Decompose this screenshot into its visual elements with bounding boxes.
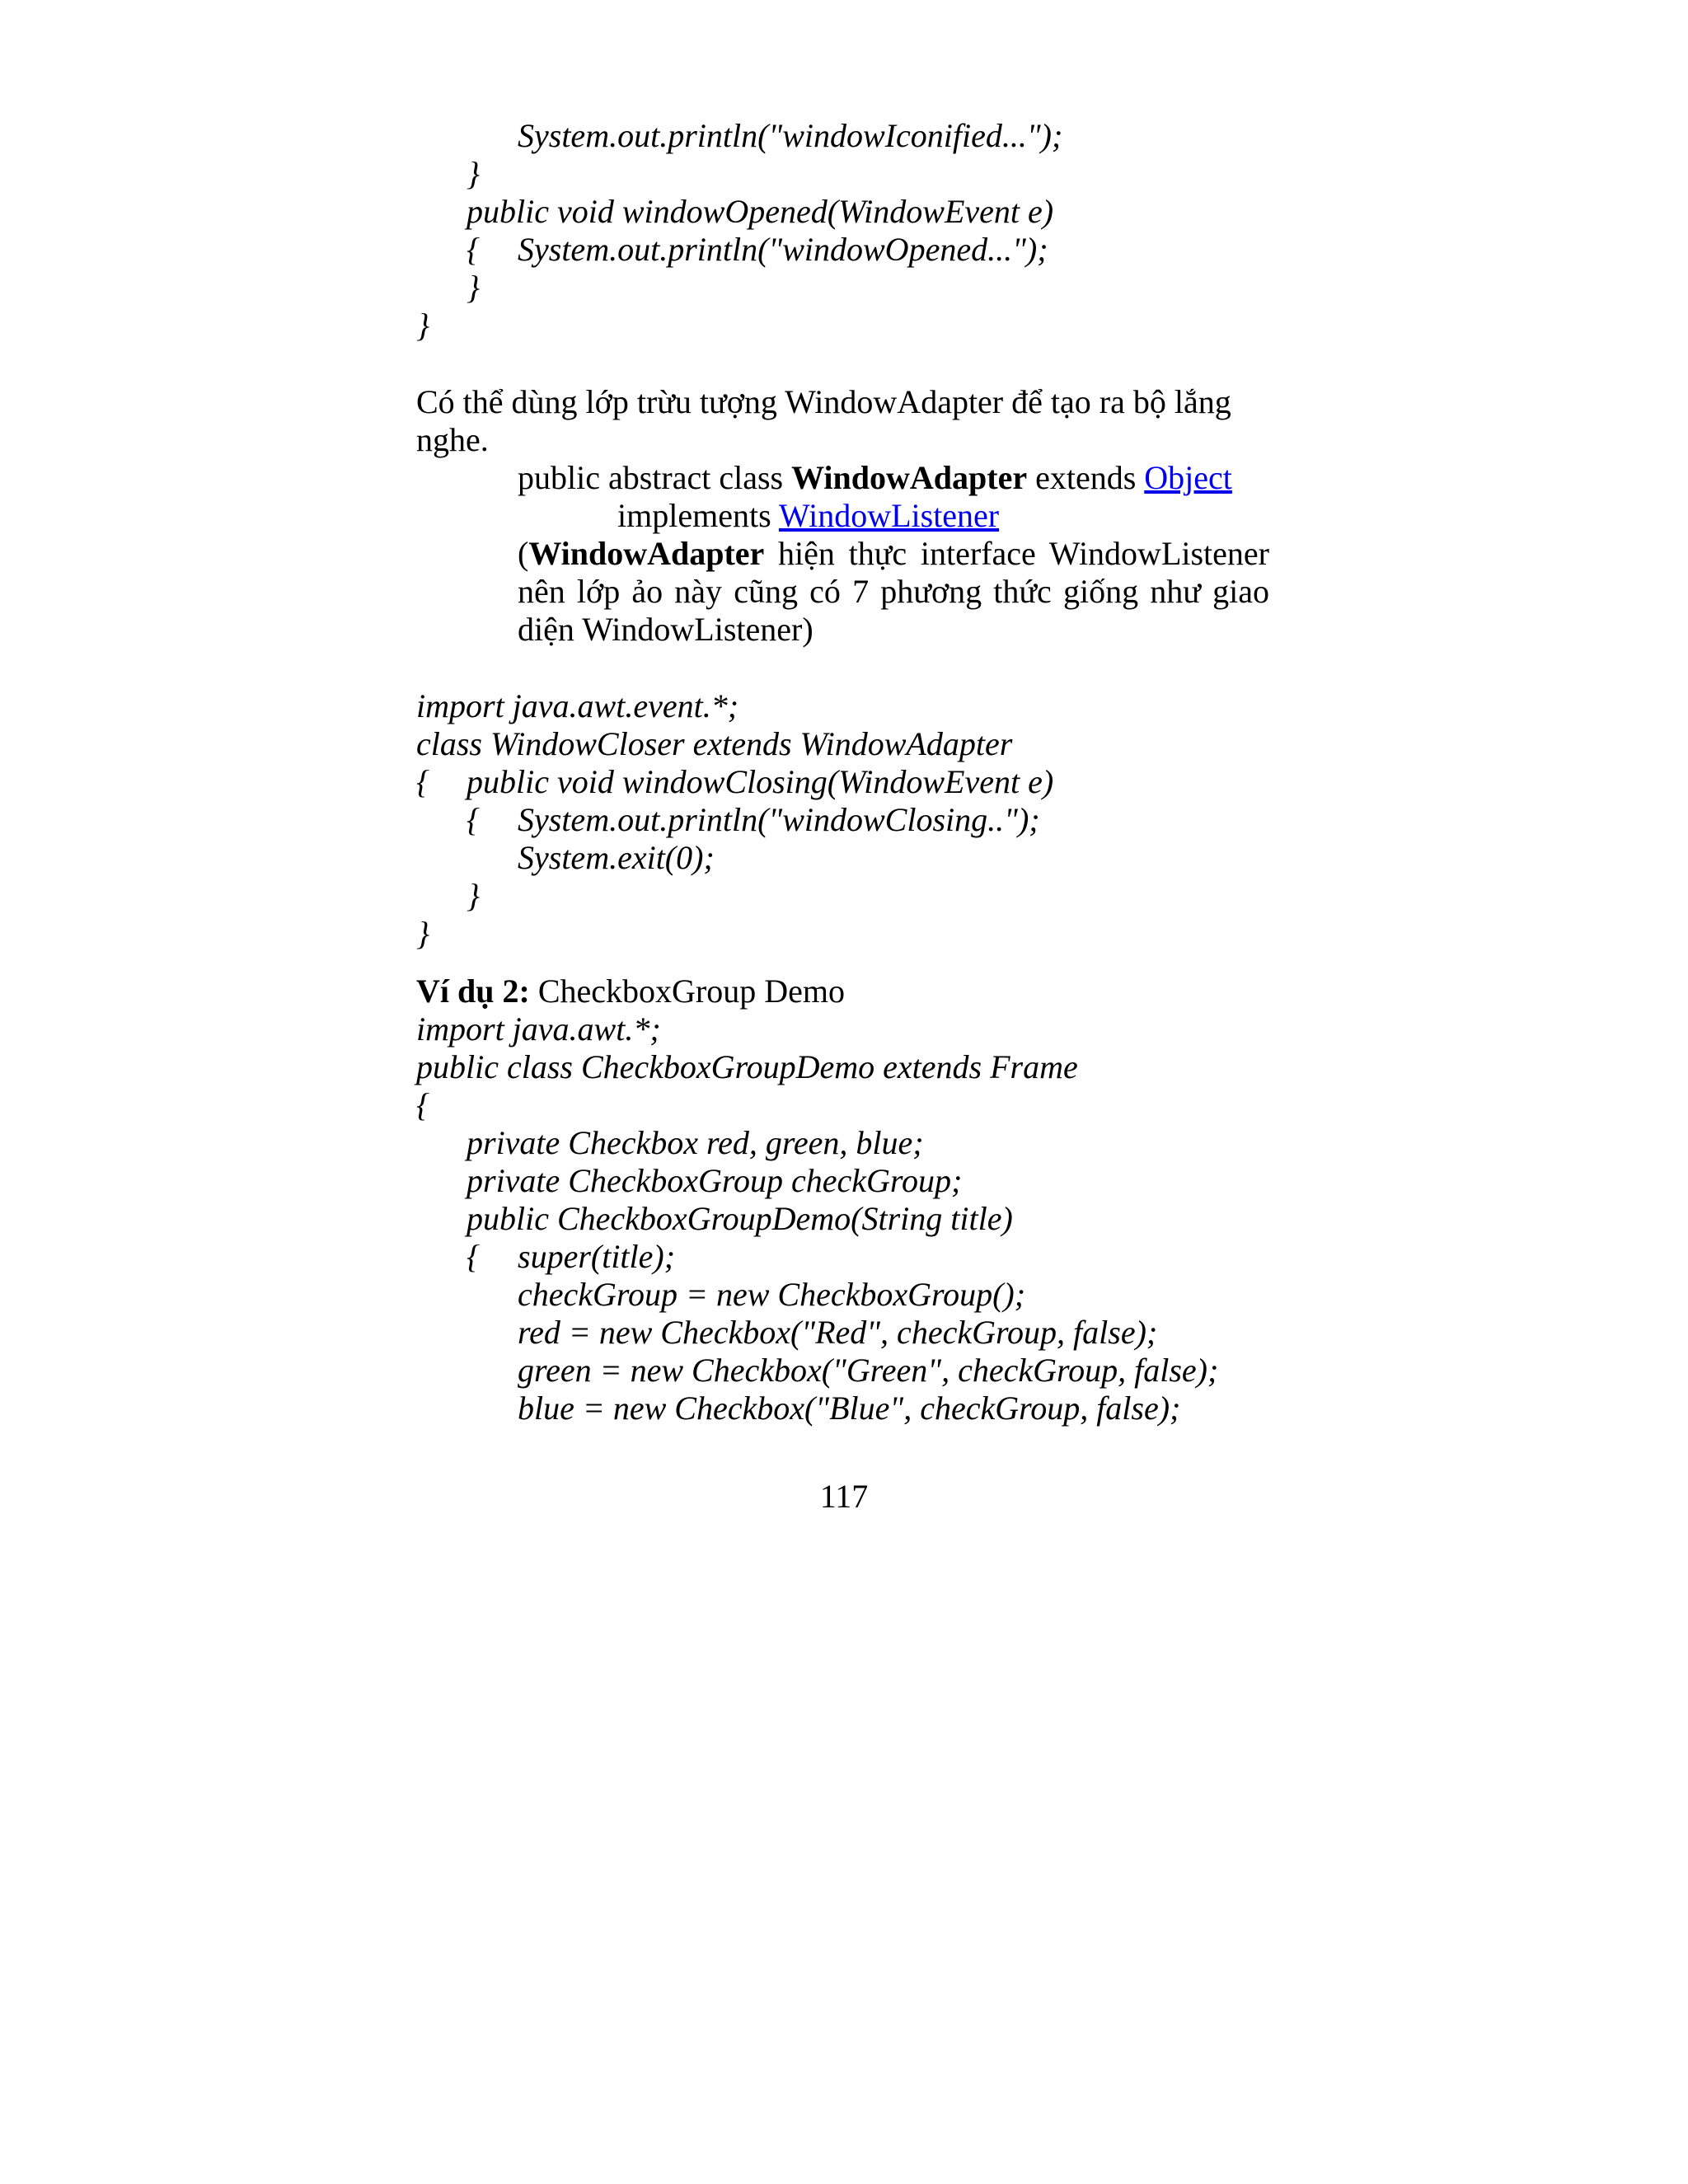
code-line: super(title);	[518, 1238, 676, 1275]
code-line: public void windowOpened(WindowEvent e)	[467, 193, 1054, 230]
class-name: WindowAdapter	[791, 459, 1028, 496]
code-line: }	[467, 155, 480, 192]
example-title: CheckboxGroup Demo	[529, 972, 845, 1010]
code-line: import java.awt.*;	[416, 1010, 661, 1047]
code-line: private Checkbox red, green, blue;	[467, 1124, 924, 1161]
code-line: red = new Checkbox("Red", checkGroup, false);	[518, 1314, 1158, 1351]
code-line: public void windowClosing(WindowEvent e)	[467, 763, 1054, 800]
declaration-prefix: public abstract class	[518, 459, 792, 496]
paragraph-line: Có thể dùng lớp trừu tượng WindowAdapter để tạo ra bộ lắng	[416, 383, 1231, 420]
extends-keyword: extends	[1027, 459, 1145, 496]
code-line: System.out.println("windowIconified...");	[518, 117, 1063, 154]
code-line: blue = new Checkbox("Blue", checkGroup, false);	[518, 1390, 1181, 1427]
code-line: class WindowCloser extends WindowAdapter	[416, 725, 1013, 762]
object-link[interactable]: Object	[1144, 459, 1232, 496]
code-brace: {	[416, 763, 429, 800]
implements-line	[617, 497, 999, 535]
code-brace: {	[467, 1238, 480, 1275]
code-line: {	[416, 1086, 429, 1123]
code-line: public CheckboxGroupDemo(String title)	[467, 1200, 1013, 1237]
implements-keyword: implements	[617, 497, 779, 534]
code-line: import java.awt.event.*;	[416, 687, 739, 724]
windowlistener-link[interactable]: WindowListener	[778, 497, 1000, 534]
code-line: }	[467, 877, 480, 914]
code-line: }	[416, 915, 429, 952]
code-line: System.out.println("windowClosing..");	[518, 801, 1040, 838]
code-line: }	[467, 269, 480, 306]
description-text: hiện thực interface WindowListener nên lớp ảo này cũng có 7 phương thức giống như giao diện WindowListener)	[518, 535, 1269, 648]
code-line: green = new Checkbox("Green", checkGroup, false);	[518, 1352, 1219, 1389]
code-line: private CheckboxGroup checkGroup;	[467, 1162, 963, 1199]
code-line: checkGroup = new CheckboxGroup();	[518, 1276, 1026, 1313]
code-brace: {	[467, 801, 480, 838]
code-line: System.exit(0);	[518, 839, 715, 876]
code-line: }	[416, 307, 429, 344]
adapter-description	[518, 535, 1269, 649]
open-paren: (	[518, 535, 529, 572]
page-number: 117	[819, 1478, 869, 1515]
code-brace: {	[467, 231, 480, 268]
class-declaration	[518, 459, 1232, 497]
example-label: Ví dụ 2:	[416, 972, 530, 1010]
code-line: public class CheckboxGroupDemo extends Frame	[416, 1048, 1078, 1085]
description-bold-term: WindowAdapter	[528, 535, 765, 572]
paragraph-line: nghe.	[416, 421, 489, 458]
example-heading	[416, 972, 845, 1010]
code-line: System.out.println("windowOpened...");	[518, 231, 1048, 268]
